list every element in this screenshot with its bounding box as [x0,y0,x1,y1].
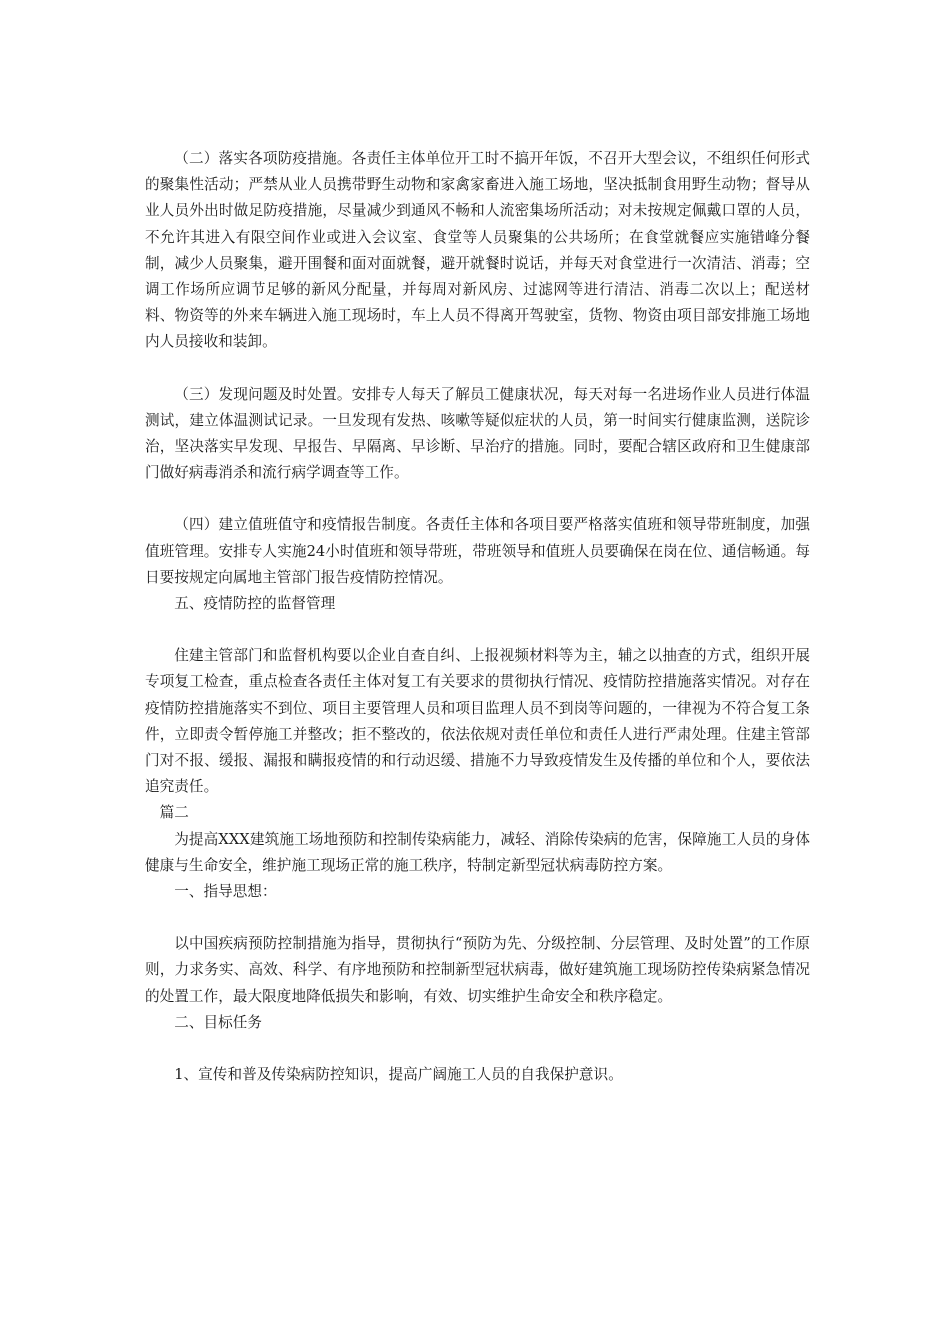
document-page [145,146,810,1088]
paragraph-timely-handling: （三）发现问题及时处置。安排专人每天了解员工健康状况，每天对每一名进场作业人员进行体温测试，建立体温测试记录。一旦发现有发热、咳嗽等疑似症状的人员，第一时间实行健康监测，送院诊治，坚决落实早发现、早报告、早隔离、早诊断、早治疗的措施。同时，要配合辖区政府和卫生健康部门做好病毒消杀和流行病学调查等工作。 [145,385,810,482]
paragraph-duty-reporting: （四）建立值班值守和疫情报告制度。各责任主体和各项目要严格落实值班和领导带班制度，加强值班管理。安排专人实施24小时值班和领导带班，带班领导和值班人员要确保在岗在位、通信畅通。每日要按规定向属地主管部门报告疫情防控情况。 [145,516,810,586]
paragraph-supervision: 住建主管部门和监督机构要以企业自查自纠、上报视频材料等为主，辅之以抽查的方式，组织开展专项复工检查，重点检查各责任主体对复工有关要求的贯彻执行情况、疫情防控措施落实情况。对存在疫情防控措施落实不到位、项目主要管理人员和项目监理人员不到岗等问题的，一律视为不符合复工条件，立即责令暂停施工并整改；拒不整改的，依法依规对责任单位和责任人进行严肃处理。住建主管部门对不报、缓报、漏报和瞒报疫情的和行动迟缓、措施不力导致疫情发生及传播的单位和个人，要依法追究责任。 [145,647,810,796]
paragraph-intro: 为提高XXX建筑施工场地预防和控制传染病能力，减轻、消除传染病的危害，保障施工人员的身体健康与生命安全，维护施工现场正常的施工秩序，特制定新型冠状病毒防控方案。 [145,830,810,874]
paragraph-task-1: 1、宣传和普及传染病防控知识，提高广阔施工人员的自我保护意识。 [174,1066,623,1084]
paragraph-epidemic-measures: （二）落实各项防疫措施。各责任主体单位开工时不搞开年饭，不召开大型会议，不组织任何形式的聚集性活动；严禁从业人员携带野生动物和家禽家畜进入施工场地，坚决抵制食用野生动物；督导从业人员外出时做足防疫措施，尽量减少到通风不畅和人流密集场所活动；对未按规定佩戴口罩的人员，不允许其进入有限空间作业或进入会议室、食堂等人员聚集的公共场所；在食堂就餐应实施错峰分餐制，减少人员聚集，避开围餐和面对面就餐，避开就餐时说话，并每天对食堂进行一次清洁、消毒；空调工作场所应调节足够的新风分配量，并每周对新风房、过滤网等进行清洁、消毒二次以上；配送材料、物资等的外来车辆进入施工现场时，车上人员不得离开驾驶室，货物、物资由项目部安排施工场地内人员接收和装卸。 [145,150,810,351]
section-label-part-two: 篇二 [159,804,189,822]
paragraph-guiding-thought: 以中国疾病预防控制措施为指导，贯彻执行“预防为先、分级控制、分层管理、及时处置”的工作原则，力求务实、高效、科学、有序地预防和控制新型冠状病毒，做好建筑施工现场防控传染病紧急情况的处置工作，最大限度地降低损失和影响，有效、切实维护生命安全和秩序稳定。 [145,935,810,1005]
heading-supervision: 五、疫情防控的监督管理 [174,595,336,613]
heading-objectives: 二、目标任务 [174,1013,263,1031]
heading-guiding-thought: 一、指导思想： [174,883,277,901]
